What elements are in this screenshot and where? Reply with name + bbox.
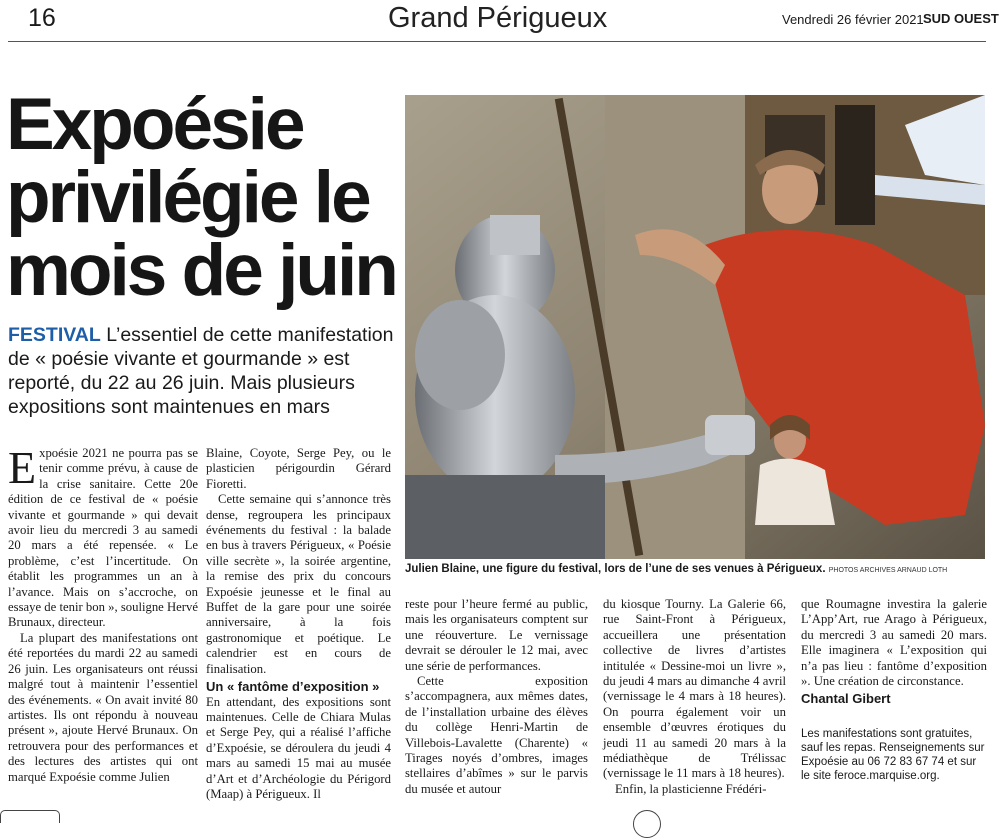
paragraph: Blaine, Coyote, Serge Pey, ou le plasticien périgourdin Gérard Fioretti.: [206, 446, 391, 491]
headline: Expoésie privilégie le mois de juin: [6, 84, 396, 311]
paragraph-text: xpoésie 2021 ne pourra pas se tenir comme prévu, à cause de la crise sanitaire. Cette 20e édition de ce festival de « poésie vivante et gourmande » qui devait avoir lieu du mercredi 3 au samedi 20 mars a été repensée. « Le problème, c’est l’incertitude. On établit les programmes un an à l’avance. Mais on s’accroche, on essaye de tenir bon », souligne Hervé Brunaux, directeur.: [8, 446, 198, 630]
bottom-tab: [0, 810, 60, 823]
bottom-circle-icon: [633, 810, 661, 838]
paragraph: Enfin, la plasticienne Frédéri-: [615, 781, 767, 796]
article-column-1: [8, 442, 198, 785]
article-column-2: [206, 446, 391, 802]
photo-caption: [405, 563, 987, 575]
newspaper-logo: SUD OUEST: [923, 11, 999, 26]
paragraph: En attendant, des expositions sont maintenues. Celle de Chiara Mulas et Serge Pey, qui a réalisé l’affiche d’Expoésie, se déroulera du jeudi 4 mars au samedi 15 mai au musée d’Art et d’Archéologie du Périgord (Maap) à Périgueux. Il: [206, 694, 391, 801]
paragraph: que Roumagne investira la galerie L’App’Art, rue Arago à Périgueux, du mercredi 3 au samedi 20 mars. Elle imaginera « L’exposition qui n’a pas lieu : fantôme d’exposition ». Une création de circonstance.: [801, 597, 987, 689]
page-number: 16: [28, 4, 56, 32]
standfirst-text: L’essentiel de cette manifestation de « poésie vivante et gourmande » est reporté, du 22 au 26 juin. Mais plusieurs expositions sont maintenues en mars: [8, 324, 394, 418]
paragraph: Cette exposition s’accompagnera, aux mêmes dates, de l’installation urbaine des élèves du collège Henri-Martin de Villebois-Lavalette (Charente) « Tirages noyés d’ombres, images stellaires d’abîmes » sur le parvis du musée et autour: [405, 674, 588, 796]
paragraph: reste pour l’heure fermé au public, mais les organisateurs comptent sur une réouverture. Le vernissage devrait se dérouler le 12 mai, avec une série de performances.: [405, 597, 588, 673]
author-signature: Chantal Gibert: [801, 691, 891, 707]
standfirst: [8, 323, 400, 419]
drop-cap: E: [8, 442, 37, 493]
article-photo: [405, 95, 985, 559]
article-column-5: [801, 597, 987, 783]
article-column-3: [405, 597, 588, 797]
paragraph: La plupart des manifestations ont été reportées du mardi 22 au samedi 26 juin. Les organisateurs ont réussi malgré tout à maintenir l’essentiel des événements. « On avait invité 80 artistes. Ils ont répondu à nouveau présent », ajoute Hervé Brunaux. On retrouvera pour des performances et des lectures des artistes qui ont marqué Expoésie comme Julien: [8, 630, 198, 784]
paragraph: du kiosque Tourny. La Galerie 66, rue Saint-Front à Périgueux, accueillera une présentation collective de livres d’artistes intitulée « Dessine-moi un livre », du jeudi 4 mars au dimanche 4 avril (vernissage le 4 mars à 18 heures). On pourra également voir un ensemble d’œuvres érotiques du jeudi 11 au samedi 20 mars à la médiathèque de Trélissac (vernissage le 11 mars à 18 heures).: [603, 597, 786, 781]
issue-date: Vendredi 26 février 2021: [782, 12, 924, 27]
header-rule: [8, 41, 986, 42]
kicker: FESTIVAL: [8, 324, 101, 346]
paragraph: [8, 442, 198, 631]
section-title: Grand Périgueux: [388, 2, 608, 34]
caption-text: Julien Blaine, une figure du festival, lors de l’une de ses venues à Périgueux.: [405, 563, 826, 575]
info-box: Les manifestations sont gratuites, sauf les repas. Renseignements sur Expoésie au 06 72 83 67 74 et sur le site feroce.marquise.org.: [801, 727, 985, 782]
subheading: Un « fantôme d’exposition »: [206, 679, 380, 695]
paragraph: Cette semaine qui s’annonce très dense, regroupera les principaux événements du festival : la balade en bus à travers Périgueux, « Poésie ville secrète », la soirée argentine, la remise des prix du concours Expoésie jeunesse et le final au Buffet de la gare pour une soirée anniversaire, à la fois gastronomique et poétique. Le calendrier est en cours de finalisation.: [206, 492, 391, 676]
photo-credit: PHOTOS ARCHIVES ARNAUD LOTH: [828, 567, 948, 574]
article-column-4: [603, 597, 786, 797]
